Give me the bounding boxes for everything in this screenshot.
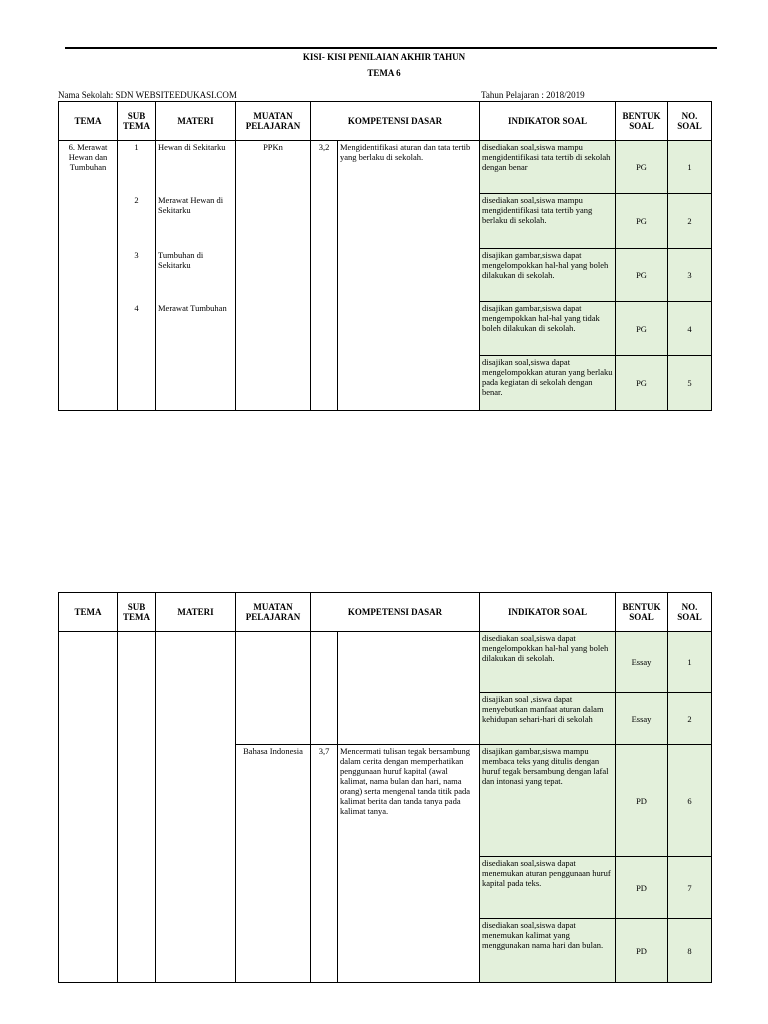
bentuk-cell: PG	[616, 356, 668, 411]
header-indikator: INDIKATOR SOAL	[480, 593, 616, 632]
tema-cell	[59, 632, 118, 983]
bentuk-cell: PG	[616, 249, 668, 302]
indikator-cell: disediakan soal,siswa mampu mengidentifikasi tata tertib di sekolah dengan benar	[480, 141, 616, 194]
kd-text	[338, 632, 480, 745]
no-cell: 3	[668, 249, 712, 302]
materi-item: Hewan di Sekitarku	[158, 142, 226, 152]
bentuk-cell: PG	[616, 194, 668, 249]
subtema-number: 2	[134, 195, 139, 205]
table-row	[59, 632, 712, 693]
kd-text: Mengidentifikasi aturan dan tata tertib yang berlaku di sekolah.	[338, 141, 480, 411]
top-rule	[65, 47, 717, 49]
materi-cell	[156, 141, 236, 411]
muatan-cell	[236, 632, 311, 745]
bentuk-cell: PD	[616, 857, 668, 919]
indikator-cell: disajikan gambar,siswa dapat mengempokkan hal-hal yang tidak boleh dilakukan di sekolah.	[480, 302, 616, 356]
no-cell: 1	[668, 141, 712, 194]
header-tema: TEMA	[59, 102, 118, 141]
header-tema: TEMA	[59, 593, 118, 632]
indikator-cell: disajikan soal ,siswa dapat menyebutkan manfaat aturan dalam kehidupan sehari-hari di sekolah	[480, 693, 616, 745]
header-bentuk: BENTUK SOAL	[616, 102, 668, 141]
document-title: KISI- KISI PENILAIAN AKHIR TAHUN	[302, 52, 466, 62]
bentuk-cell: PD	[616, 919, 668, 983]
kd-number: 3,2	[311, 141, 338, 411]
subtema-number: 1	[134, 142, 139, 152]
materi-item: Merawat Tumbuhan	[158, 303, 227, 313]
header-indikator: INDIKATOR SOAL	[480, 102, 616, 141]
document-subtitle: TEMA 6	[367, 68, 401, 78]
table-header-row	[59, 593, 712, 632]
bentuk-cell: Essay	[616, 632, 668, 693]
no-cell: 2	[668, 194, 712, 249]
header-muatan: MUATAN PELAJARAN	[236, 593, 311, 632]
table-row	[59, 141, 712, 194]
bentuk-cell: PG	[616, 141, 668, 194]
header-materi: MATERI	[156, 102, 236, 141]
bentuk-cell: PD	[616, 745, 668, 857]
header-muatan: MUATAN PELAJARAN	[236, 102, 311, 141]
indikator-cell: disediakan soal,siswa dapat menemukan aturan penggunaan huruf kapital pada teks.	[480, 857, 616, 919]
kd-number	[311, 632, 338, 745]
indikator-cell: disajikan gambar,siswa dapat mengelompokkan hal-hal yang boleh dilakukan di sekolah.	[480, 249, 616, 302]
school-name: Nama Sekolah: SDN WEBSITEEDUKASI.COM	[58, 90, 237, 100]
no-cell: 2	[668, 693, 712, 745]
kd-text: Mencermati tulisan tegak bersambung dalam cerita dengan memperhatikan penggunaan huruf kapital (awal kalimat, nama bulan dan hari, nama orang) serta mengenal tanda titik pada kalimat berita dan tanda tanya pada kalimat tanya.	[338, 745, 480, 983]
no-cell: 6	[668, 745, 712, 857]
no-cell: 4	[668, 302, 712, 356]
header-subtema: SUB TEMA	[118, 593, 156, 632]
bentuk-cell: PG	[616, 302, 668, 356]
bentuk-cell: Essay	[616, 693, 668, 745]
assessment-table-1	[58, 101, 712, 411]
header-no: NO. SOAL	[668, 593, 712, 632]
academic-year: Tahun Pelajaran : 2018/2019	[481, 90, 585, 100]
subtema-cell	[118, 141, 156, 411]
header-kompetensi-dasar: KOMPETENSI DASAR	[311, 102, 480, 141]
materi-cell	[156, 632, 236, 983]
subtema-number: 4	[134, 303, 139, 313]
materi-item: Tumbuhan di Sekitarku	[158, 250, 204, 270]
subtema-cell	[118, 632, 156, 983]
subtema-number: 3	[134, 250, 139, 260]
materi-item: Merawat Hewan di Sekitarku	[158, 195, 224, 215]
kd-number: 3,7	[311, 745, 338, 983]
muatan-cell: Bahasa Indonesia	[236, 745, 311, 983]
tema-cell: 6. Merawat Hewan dan Tumbuhan	[59, 141, 118, 411]
no-cell: 1	[668, 632, 712, 693]
no-cell: 5	[668, 356, 712, 411]
indikator-cell: disajikan gambar,siswa mampu membaca teks yang ditulis dengan huruf tegak bersambung dengan lafal dan intonasi yang tepat.	[480, 745, 616, 857]
indikator-cell: disediakan soal,siswa dapat menemukan kalimat yang menggunakan nama hari dan bulan.	[480, 919, 616, 983]
no-cell: 7	[668, 857, 712, 919]
header-kompetensi-dasar: KOMPETENSI DASAR	[311, 593, 480, 632]
no-cell: 8	[668, 919, 712, 983]
assessment-table-2	[58, 592, 712, 983]
header-bentuk: BENTUK SOAL	[616, 593, 668, 632]
header-subtema: SUB TEMA	[118, 102, 156, 141]
table-header-row	[59, 102, 712, 141]
indikator-cell: disajikan soal,siswa dapat mengelompokkan aturan yang berlaku pada kegiatan di sekolah dengan benar.	[480, 356, 616, 411]
header-materi: MATERI	[156, 593, 236, 632]
indikator-cell: disediakan soal,siswa dapat mengelompokkan hal-hal yang boleh dilakukan di sekolah.	[480, 632, 616, 693]
indikator-cell: disediakan soal,siswa mampu mengidentifikasi tata tertib yang berlaku di sekolah.	[480, 194, 616, 249]
header-no: NO. SOAL	[668, 102, 712, 141]
muatan-cell: PPKn	[236, 141, 311, 411]
